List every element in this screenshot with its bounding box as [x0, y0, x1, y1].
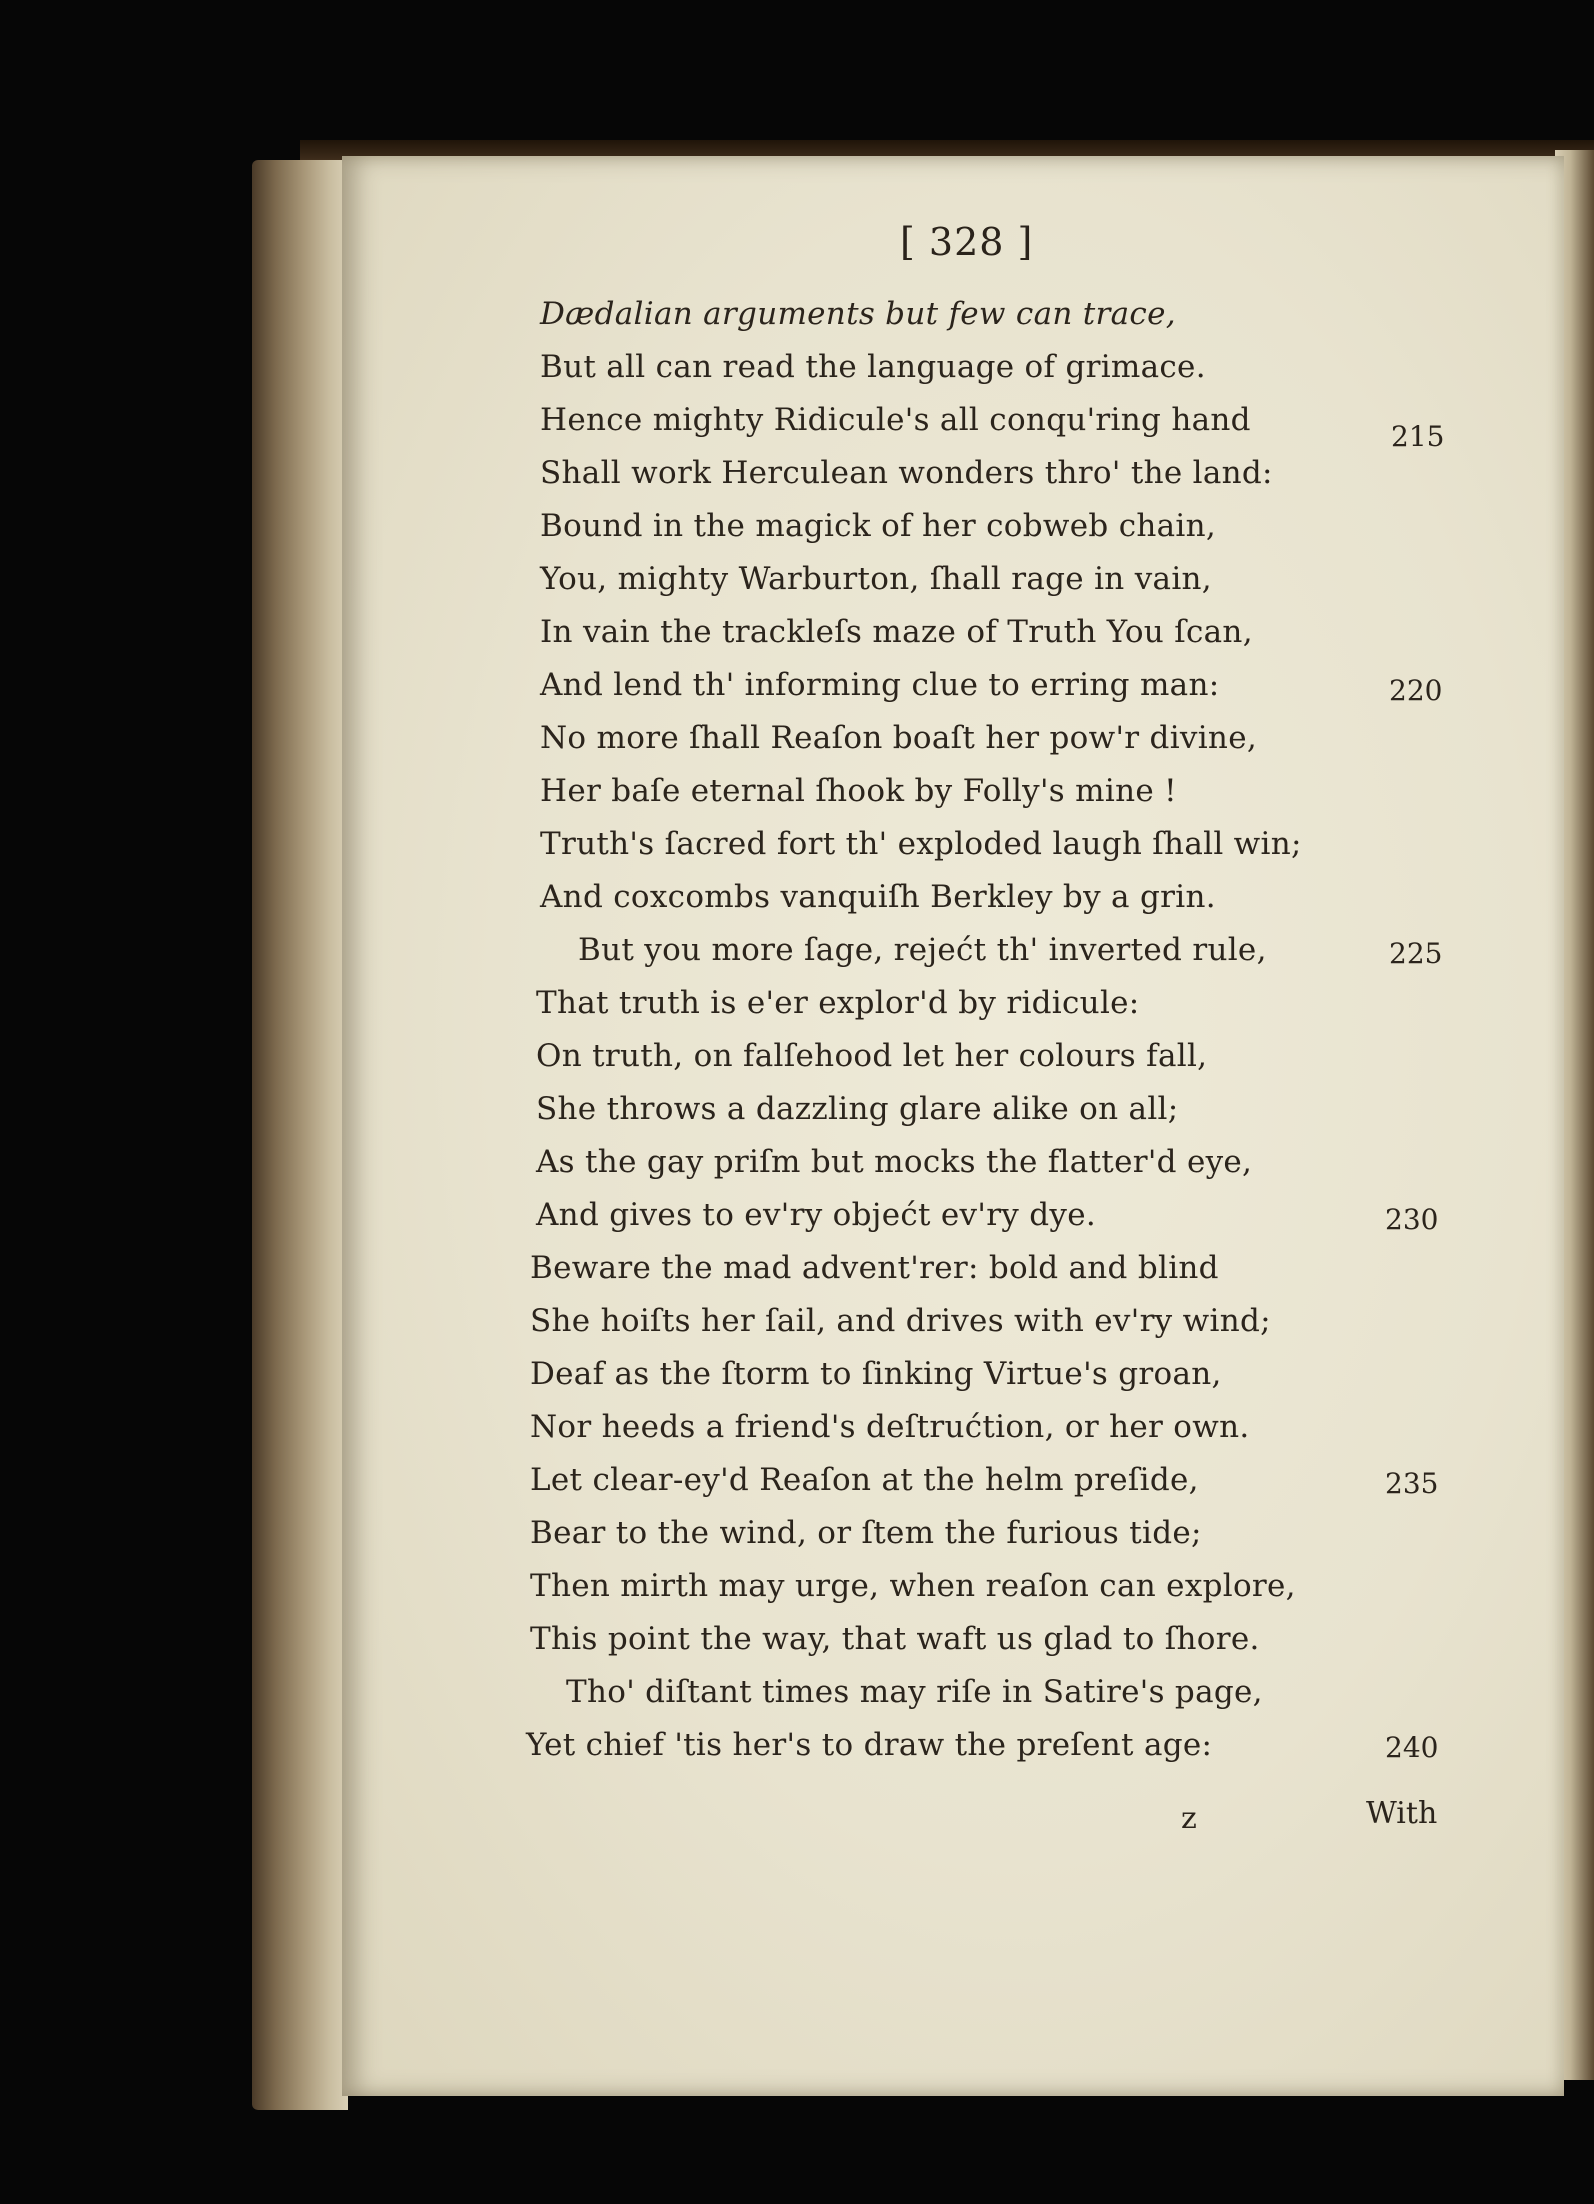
line-number-240: 240 — [1385, 1731, 1439, 1764]
poem-line-26: This point the way, that waft us glad to ſhore. — [530, 1621, 1260, 1657]
poem-line-7: In vain the trackleſs maze of Truth You ſcan, — [540, 614, 1253, 650]
line-number-235: 235 — [1385, 1467, 1439, 1500]
poem-line-22: Nor heeds a friend's deſtrućtion, or her own. — [530, 1409, 1250, 1445]
poem-line-11: Truth's ſacred fort th' exploded laugh ſhall win; — [540, 826, 1302, 862]
poem-line-9: No more ſhall Reaſon boaſt her pow'r divine, — [540, 720, 1257, 756]
catchword: With — [1366, 1796, 1438, 1831]
poem-line-25: Then mirth may urge, when reaſon can explore, — [530, 1568, 1296, 1604]
line-number-230: 230 — [1385, 1203, 1439, 1236]
poem-line-13: But you more ſage, rejećt th' inverted rule, — [578, 932, 1267, 968]
poem-line-23: Let clear-ey'd Reaſon at the helm preſide, — [530, 1462, 1199, 1498]
line-number-215: 215 — [1391, 420, 1445, 453]
poem-line-6: You, mighty Warburton, ſhall rage in vain, — [540, 561, 1212, 597]
poem-line-28: Yet chief 'tis her's to draw the preſent age: — [526, 1727, 1213, 1763]
poem-line-14: That truth is e'er explor'd by ridicule: — [536, 985, 1140, 1021]
poem-line-5: Bound in the magick of her cobweb chain, — [540, 508, 1217, 544]
poem-line-24: Bear to the wind, or ſtem the furious tide; — [530, 1515, 1202, 1551]
poem-line-17: As the gay priſm but mocks the flatter'd eye, — [536, 1144, 1253, 1180]
page-number-header: [ 328 ] — [900, 220, 1034, 264]
signature-mark: z — [1181, 1801, 1197, 1836]
line-number-225: 225 — [1389, 937, 1443, 970]
poem-line-1: Dædalian arguments but few can trace, — [540, 296, 1176, 332]
line-number-220: 220 — [1389, 674, 1443, 707]
poem-line-10: Her baſe eternal ſhook by Folly's mine ! — [540, 773, 1177, 809]
poem-line-3: Hence mighty Ridicule's all conqu'ring hand — [540, 402, 1251, 438]
poem-line-18: And gives to ev'ry objećt ev'ry dye. — [536, 1197, 1097, 1233]
book-page-edges — [252, 160, 348, 2110]
poem-line-15: On truth, on falſehood let her colours fall, — [536, 1038, 1208, 1074]
poem-line-8: And lend th' informing clue to erring man: — [540, 667, 1220, 703]
poem-line-4: Shall work Herculean wonders thro' the land: — [540, 455, 1273, 491]
poem-line-20: She hoiſts her ſail, and drives with ev'ry wind; — [530, 1303, 1271, 1339]
poem-line-21: Deaf as the ſtorm to ſinking Virtue's groan, — [530, 1356, 1222, 1392]
poem-line-19: Beware the mad advent'rer: bold and blind — [530, 1250, 1219, 1286]
poem-line-2: But all can read the language of grimace. — [540, 349, 1206, 385]
poem-line-16: She throws a dazzling glare alike on all; — [536, 1091, 1179, 1127]
poem-line-12: And coxcombs vanquiſh Berkley by a grin. — [540, 879, 1216, 915]
poem-line-27: Tho' diſtant times may riſe in Satire's page, — [566, 1674, 1263, 1710]
